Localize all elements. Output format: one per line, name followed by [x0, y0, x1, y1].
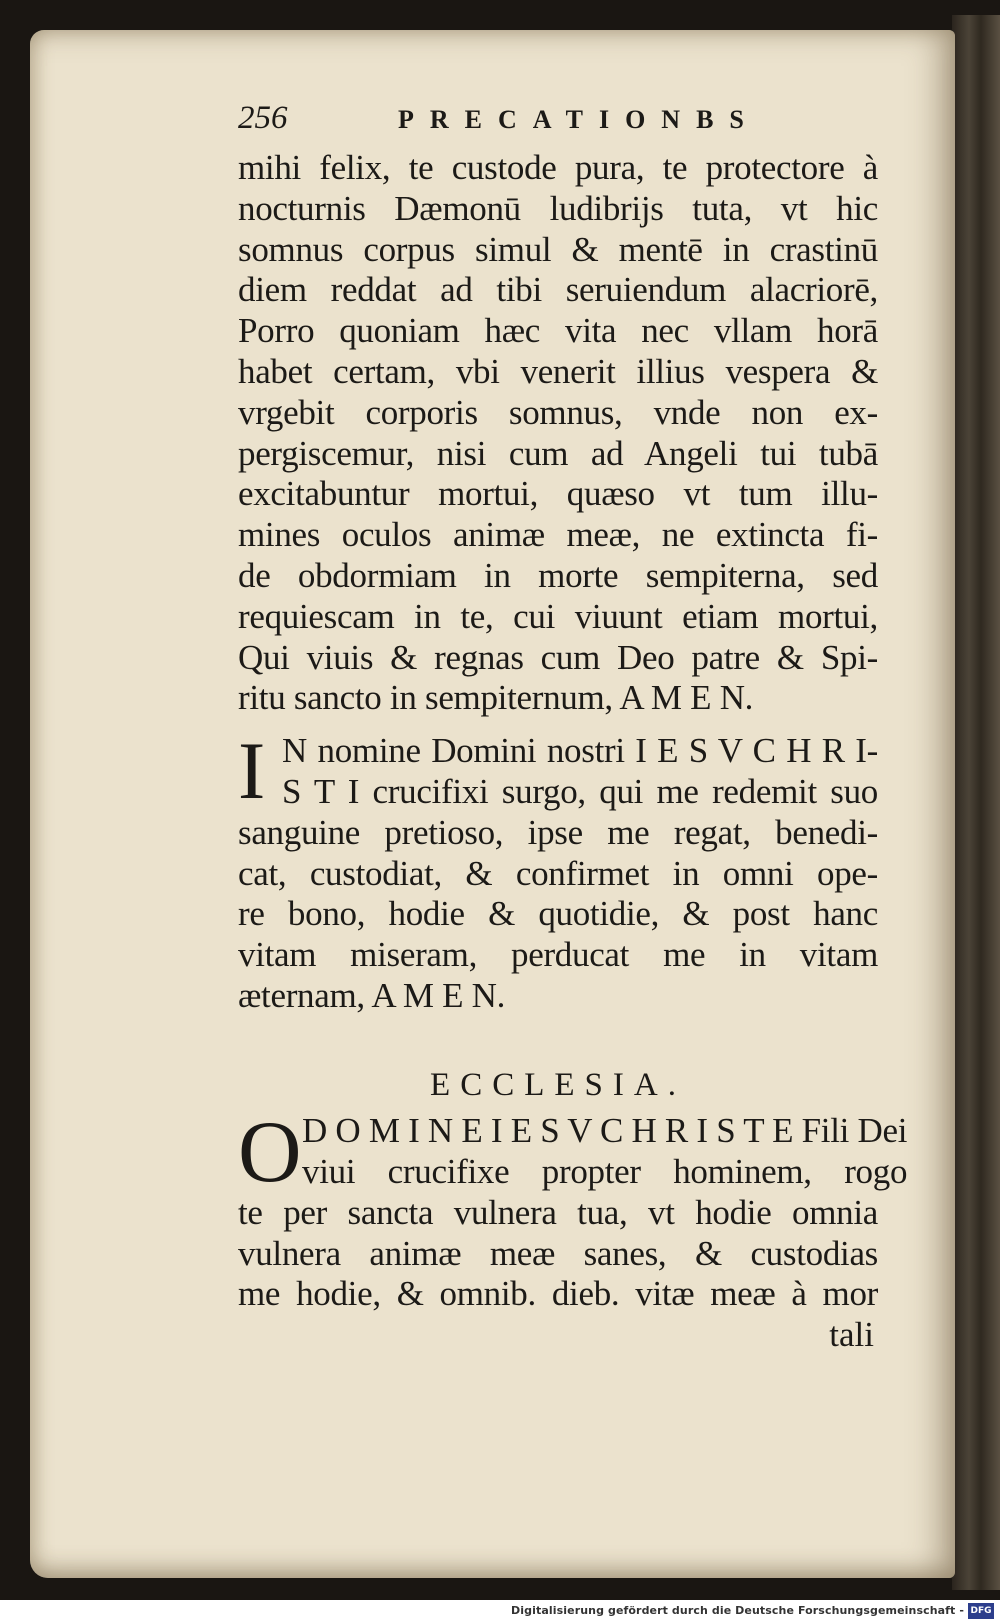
text-line: somnus corpus simul & mentē in crastinū: [238, 229, 878, 269]
prayer-paragraph-3: [238, 1103, 908, 1315]
initial-lines: [302, 1111, 907, 1193]
catchword: tali: [829, 1315, 874, 1355]
drop-initial: I: [238, 725, 266, 817]
text-line: habet certam, vbi venerit illius vespera &: [238, 351, 878, 391]
text-line: diem reddat ad tibi seruiendum alacriorē,: [238, 270, 878, 310]
text-line: S T I crucifixi surgo, qui me redemit suo: [282, 771, 878, 811]
book-page-edges: [952, 15, 1000, 1590]
footer-bar: [0, 1600, 1000, 1624]
text-line: vitam miseram, perducat me in vitam: [238, 935, 878, 975]
initial-row: [238, 725, 878, 817]
text-line: mines oculos animæ meæ, ne extincta fi-: [238, 515, 878, 555]
prayer-paragraph-1: [238, 148, 878, 719]
page-number: 256: [238, 100, 288, 136]
text-line: pergiscemur, nisi cum ad Angeli tui tubā: [238, 433, 878, 473]
text-line: ritu sancto in sempiternum, A M E N.: [238, 678, 754, 718]
running-head: [238, 100, 878, 148]
text-line: Porro quoniam hæc vita nec vllam horā: [238, 311, 878, 351]
text-line: te per sancta vulnera tua, vt hodie omnia: [238, 1192, 878, 1232]
text-line: æternam, A M E N.: [238, 975, 506, 1015]
text-line: D O M I N E I E S V C H R I S T E Fili Dei: [302, 1110, 908, 1150]
text-line: viui crucifixe propter hominem, rogo: [302, 1151, 908, 1191]
text-line: re bono, hodie & quotidie, & post hanc: [238, 894, 878, 934]
section-heading: ECCLESIA.: [430, 1066, 686, 1103]
text-line: me hodie, & omnib. dieb. vitæ meæ à mor: [238, 1274, 878, 1314]
text-line: cat, custodiat, & confirmet in omni ope-: [238, 853, 878, 893]
text-line: vrgebit corporis somnus, vnde non ex-: [238, 392, 878, 432]
text-line: vulnera animæ meæ sanes, & custodias: [238, 1233, 878, 1273]
running-title: PRECATIONBS: [398, 105, 760, 134]
drop-initial: O: [238, 1103, 302, 1201]
prayer-paragraph-2: [238, 725, 878, 1017]
initial-lines: [282, 731, 878, 813]
text-line: requiescam in te, cui viuunt etiam mortui,: [238, 596, 878, 636]
paragraph-gap: [238, 719, 878, 731]
text-line: nocturnis Dæmonū ludibrijs tuta, vt hic: [238, 188, 878, 228]
text-line: excitabuntur mortui, quæso vt tum illu-: [238, 474, 878, 514]
initial-row: [238, 1103, 908, 1201]
text-block: [238, 100, 908, 1355]
text-line: Qui viuis & regnas cum Deo patre & Spi-: [238, 637, 878, 677]
text-line: mihi felix, te custode pura, te protectore à: [238, 148, 878, 187]
dfg-logo-icon: DFG: [968, 1603, 994, 1619]
funding-credit: Digitalisierung gefördert durch die Deutsche Forschungsgemeinschaft -: [511, 1604, 964, 1617]
text-line: de obdormiam in morte sempiterna, sed: [238, 555, 878, 595]
text-line: sanguine pretioso, ipse me regat, benedi-: [238, 812, 878, 852]
text-line: N nomine Domini nostri I E S V C H R I-: [282, 731, 878, 771]
